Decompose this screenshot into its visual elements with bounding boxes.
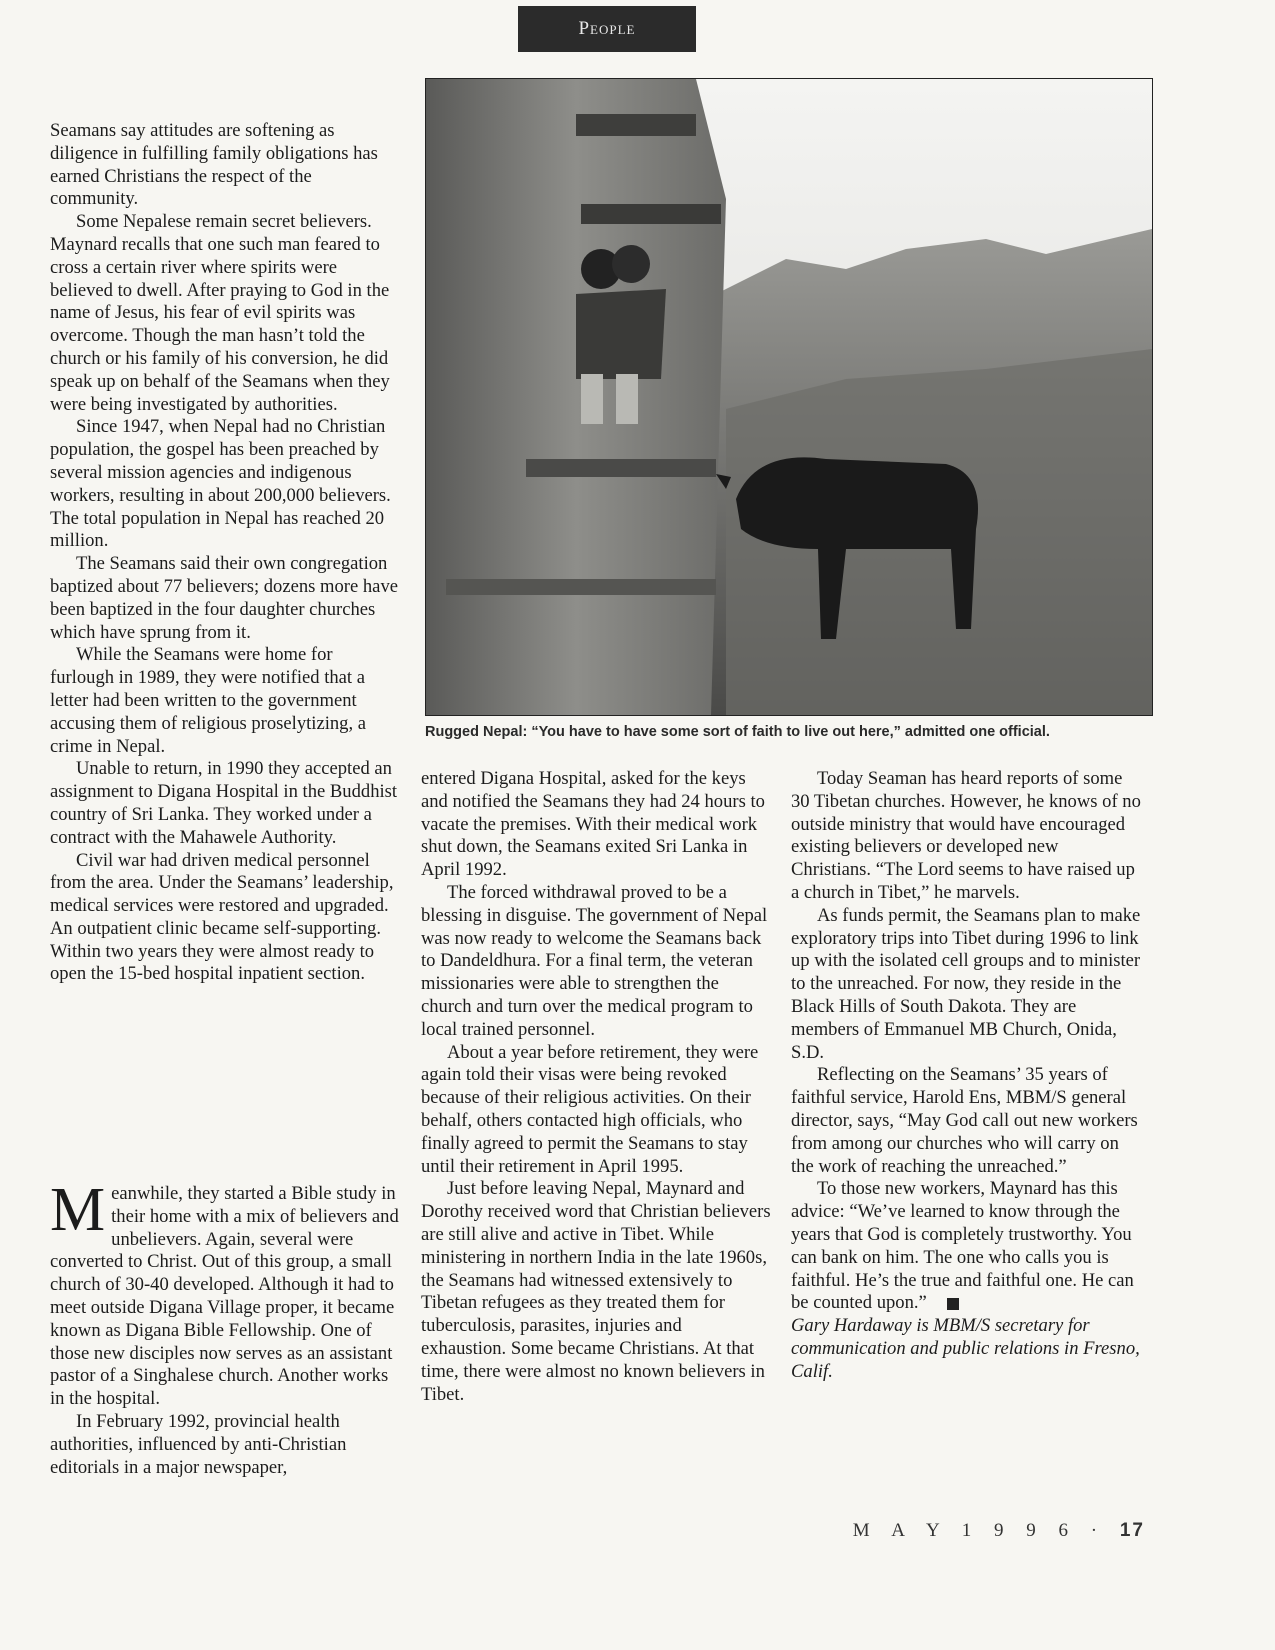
paragraph: In February 1992, provincial health authorities, influenced by anti-Christian editorials in a major newspaper, [50,1410,347,1478]
section-tab: People [518,6,696,52]
middle-column [421,768,771,1406]
page-footer [853,1520,1145,1542]
paragraph: The Seamans said their own congregation baptized about 77 believers; dozens more have been baptized in the four daughter churches which have sprung from it. [50,553,398,643]
paragraph: Civil war had driven medical personnel from the area. Under the Seamans’ leadership, medical services were restored and upgraded. An outpatient clinic became self-supporting. Within two years they were almost ready to open the 15-bed hospital inpatient section. [50,849,394,985]
paragraph: While the Seamans were home for furlough in 1989, they were notified that a letter had been written to the government accusing them of religious proselytizing, a crime in Nepal. [50,644,367,757]
photo-illustration [426,79,1152,715]
paragraph: Since 1947, when Nepal had no Christian population, the gospel has been preached by several mission agencies and indigenous workers, resulting in about 200,000 believers. The total population in Nepal has reached 20 million. [50,416,391,552]
left-column-lower [50,1176,400,1479]
paragraph: entered Digana Hospital, asked for the keys and notified the Seamans they had 24 hours to vacate the premises. With their medical work shut down, the Seamans exited Sri Lanka in April 1992. [421,768,765,881]
paragraph: About a year before retirement, they were again told their visas were being revoked because of their religious activities. On their behalf, others contacted high officials, who finally agreed to permit the Seamans to stay until their retirement in April 1995. [421,1041,759,1177]
paragraph: Unable to return, in 1990 they accepted an assignment to Digana Hospital in the Buddhist country of Sri Lanka. They worked under a contract with the Mahawele Authority. [50,758,398,848]
author-byline: Gary Hardaway is MBM/S secretary for communication and public relations in Fresno, Calif. [791,1315,1140,1382]
issue-date: M A Y 1 9 9 6 · [852,1520,1107,1541]
paragraph: Seamans say attitudes are softening as diligence in fulfilling family obligations has earned Christians the respect of the community. [50,120,378,210]
paragraph: Just before leaving Nepal, Maynard and Dorothy received word that Christian believers are still alive and active in Tibet. While ministering in northern India in the late 1960s, the Seamans had witnessed extensively to Tibetan refugees as they treated them for tuberculosis, parasites, injuries and exhaustion. Some became Christians. At that time, there were almost no known believers in Tibet. [421,1178,771,1405]
final-paragraph-text: To those new workers, Maynard has this advice: “We’ve learned to know through the years that God is completely trustworthy. You can bank on him. The one who calls you is faithful. He’s the true and faithful one. He can be counted upon.” [791,1178,1134,1314]
left-column [50,120,400,986]
right-column [791,768,1143,1384]
photo-caption: Rugged Nepal: “You have to have some sort of faith to live out here,” admitted one official. [425,724,1050,740]
dropcap-paragraph [50,1176,400,1411]
paragraph: As funds permit, the Seamans plan to make exploratory trips into Tibet during 1996 to link up with the isolated cell groups and to minister to the unreached. For now, they reside in the Black Hills of South Dakota. They are members of Emmanuel MB Church, Onida, S.D. [791,904,1141,1063]
paragraph: Some Nepalese remain secret believers. Maynard recalls that one such man feared to cross a certain river where spirits were believed to dwell. After praying to God in the name of Jesus, his fear of evil spirits was overcome. Though the man hasn’t told the church or his family of his conversion, he did speak up on behalf of the Seamans when they were being investigated by authorities. [50,211,390,415]
page-number: 17 [1119,1520,1145,1541]
nepal-photo [425,78,1153,716]
dropcap-paragraph-text: eanwhile, they started a Bible study in their home with a mix of believers and unbelievers. Again, several were converted to Christ. Out of this group, a small church of 30-40 developed. Although it had to meet outside Digana Village proper, it became known as Digana Bible Fellowship. One of those new disciples now serves as an assistant pastor of a Singhalese church. Another works in the hospital. [50,1183,399,1410]
end-mark-icon [947,1298,959,1310]
paragraph: Reflecting on the Seamans’ 35 years of faithful service, Harold Ens, MBM/S general director, says, “May God call out new workers from among our churches who will carry on the work of reaching the unreached.” [791,1064,1138,1177]
drop-cap: M [50,1176,106,1244]
paragraph: Today Seaman has heard reports of some 30 Tibetan churches. However, he knows of no outside ministry that would have encouraged existing believers or developed new Christians. “The Lord seems to have raised up a church in Tibet,” he marvels. [791,768,1141,903]
final-paragraph [791,1178,1143,1315]
paragraph: The forced withdrawal proved to be a blessing in disguise. The government of Nepal was now ready to welcome the Seamans back to Dandeldhura. For a final term, the veteran missionaries were able to strengthen the church and turn over the medical program to local trained personnel. [421,881,768,1040]
